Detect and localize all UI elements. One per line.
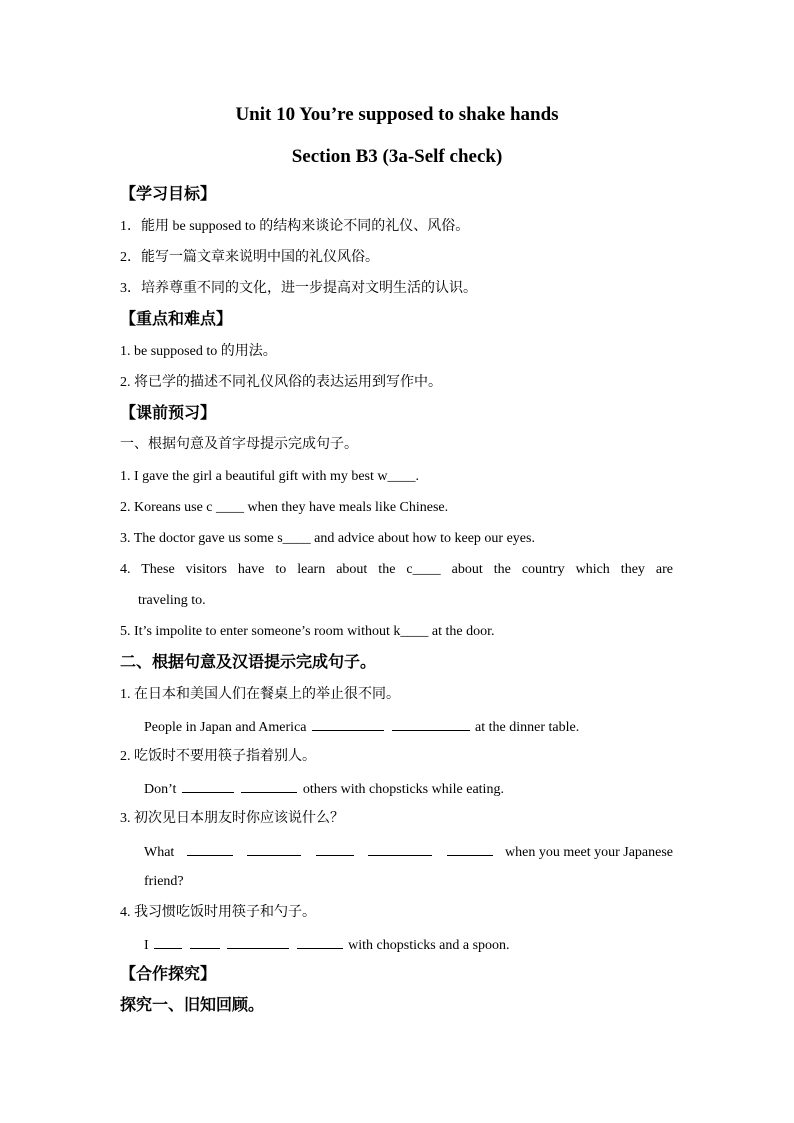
answer-tail: others with chopsticks while eating. xyxy=(302,782,504,797)
answer-tail: at the dinner table. xyxy=(475,720,580,735)
exercise-item: 2. Koreans use c ____ when they have meals like Chinese. xyxy=(120,500,449,515)
answer-lead: People in Japan and America xyxy=(144,720,307,735)
exercise-prompt-chinese: 4. 我习惯吃饭时用筷子和勺子。 xyxy=(120,905,316,920)
answer-blank[interactable] xyxy=(190,935,220,949)
part2-instruction: 二、根据句意及汉语提示完成句子。 xyxy=(120,654,377,671)
exercise-prompt-chinese: 3. 初次见日本朋友时你应该说什么？ xyxy=(120,811,344,826)
answer-lead: What xyxy=(144,845,175,860)
part1-instruction: 一、根据句意及首字母提示完成句子。 xyxy=(120,437,358,452)
exercise-item: 1. I gave the girl a beautiful gift with my best w____. xyxy=(120,469,419,484)
answer-blank[interactable] xyxy=(368,842,432,856)
answer-lead: I xyxy=(144,938,149,953)
exercise-answer-line xyxy=(144,842,673,862)
key-point-item: 2. 将已学的描述不同礼仪风俗的表达运用到写作中。 xyxy=(120,375,442,390)
answer-blank[interactable] xyxy=(316,842,354,856)
answer-blank[interactable] xyxy=(182,779,234,793)
answer-blank[interactable] xyxy=(187,842,233,856)
page-title: Unit 10 You’re supposed to shake hands xyxy=(235,104,559,125)
cooperation-subheading: 探究一、旧知回顾。 xyxy=(120,997,265,1014)
exercise-item: 4. These visitors have to learn about the c____ about the country which they are xyxy=(120,562,673,577)
answer-blank[interactable] xyxy=(247,842,301,856)
exercise-item: 3. The doctor gave us some s____ and advice about how to keep our eyes. xyxy=(120,531,535,546)
answer-tail: with chopsticks and a spoon. xyxy=(348,938,510,953)
exercise-item: 5. It’s impolite to enter someone’s room without k____ at the door. xyxy=(120,624,495,639)
section-heading-key-points: 【重点和难点】 xyxy=(120,311,233,328)
exercise-answer-line xyxy=(144,717,579,737)
exercise-prompt-chinese: 1. 在日本和美国人们在餐桌上的举止很不同。 xyxy=(120,687,400,702)
exercise-prompt-chinese: 2. 吃饭时不要用筷子指着别人。 xyxy=(120,749,316,764)
exercise-answer-line xyxy=(144,935,510,955)
answer-blank[interactable] xyxy=(241,779,297,793)
answer-blank[interactable] xyxy=(392,717,470,731)
answer-blank[interactable] xyxy=(227,935,289,949)
answer-blank[interactable] xyxy=(312,717,384,731)
page-subtitle: Section B3 (3a-Self check) xyxy=(291,146,503,167)
answer-blank[interactable] xyxy=(447,842,493,856)
objective-item: 1．能用 be supposed to 的结构来谈论不同的礼仪、风俗。 xyxy=(120,219,470,234)
exercise-answer-continuation: friend? xyxy=(144,874,184,889)
answer-lead: Don’t xyxy=(144,782,177,797)
key-point-item: 1. be supposed to 的用法。 xyxy=(120,344,277,359)
exercise-answer-line xyxy=(144,779,504,799)
section-heading-cooperation: 【合作探究】 xyxy=(120,966,217,983)
answer-blank[interactable] xyxy=(297,935,343,949)
objective-item: 2．能写一篇文章来说明中国的礼仪风俗。 xyxy=(120,250,379,265)
answer-blank[interactable] xyxy=(154,935,182,949)
answer-tail: when you meet your Japanese xyxy=(505,845,673,860)
objective-item: 3．培养尊重不同的文化，进一步提高对文明生活的认识。 xyxy=(120,281,477,296)
section-heading-objectives: 【学习目标】 xyxy=(120,186,217,203)
section-heading-preview: 【课前预习】 xyxy=(120,405,217,422)
exercise-item-continuation: traveling to. xyxy=(138,593,206,608)
